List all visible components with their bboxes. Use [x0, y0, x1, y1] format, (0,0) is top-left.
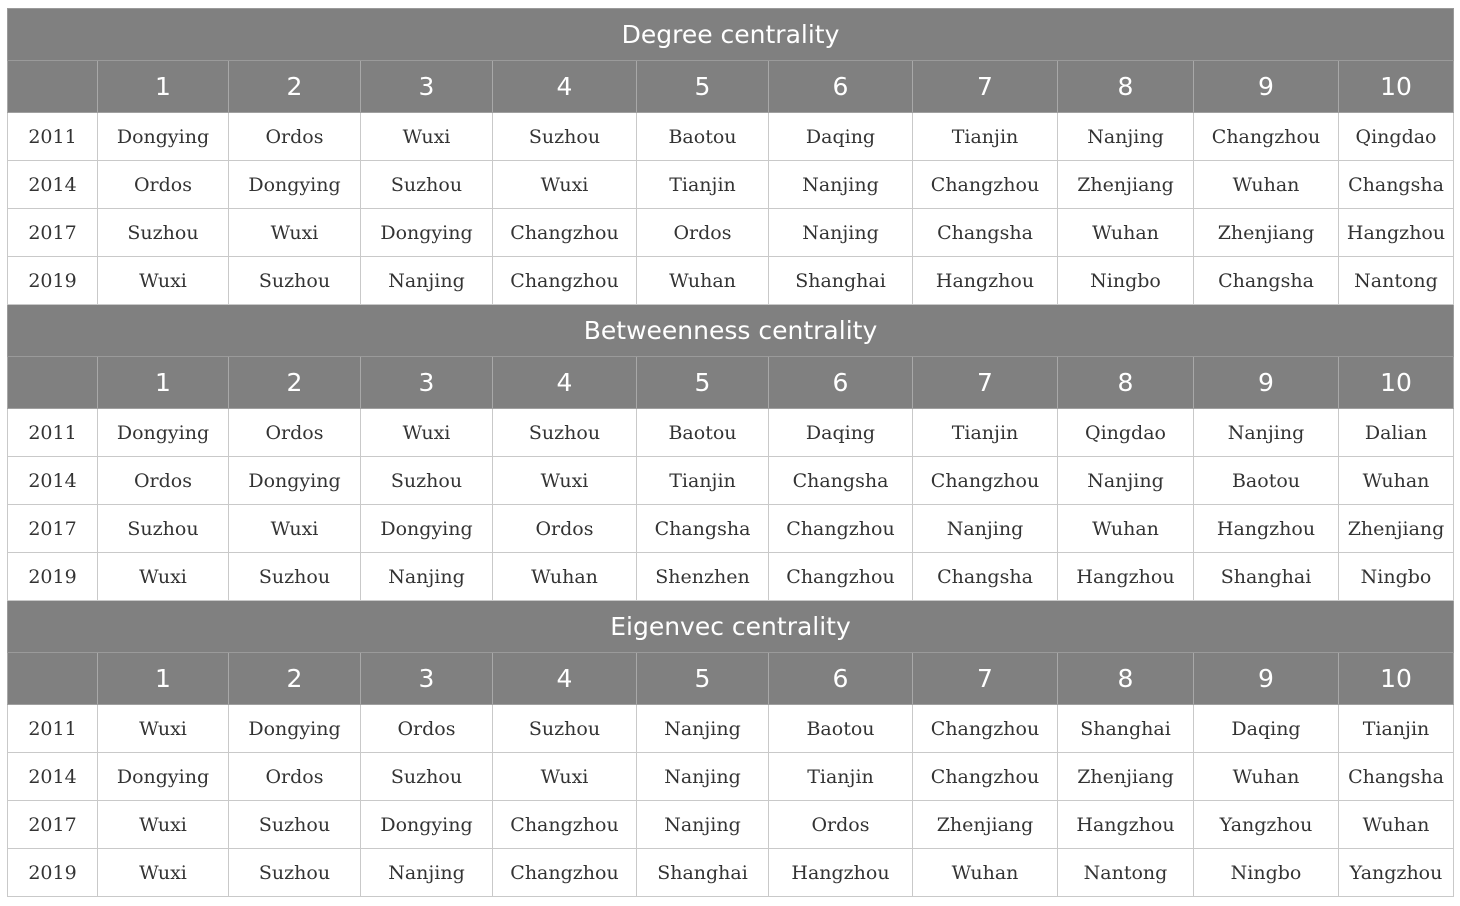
- city-cell: Yangzhou: [1339, 849, 1454, 897]
- rank-header-7: 7: [913, 357, 1058, 409]
- betweenness-centrality-title: Betweenness centrality: [8, 305, 1454, 357]
- city-cell: Wuhan: [913, 849, 1058, 897]
- year-cell: 2019: [8, 849, 98, 897]
- city-cell: Hangzhou: [1058, 553, 1194, 601]
- year-cell: 2011: [8, 409, 98, 457]
- rank-header-4: 4: [493, 653, 637, 705]
- city-cell: Dongying: [98, 753, 229, 801]
- city-cell: Wuxi: [493, 457, 637, 505]
- city-cell: Nanjing: [1058, 457, 1194, 505]
- city-cell: Baotou: [769, 705, 913, 753]
- rank-header-8: 8: [1058, 357, 1194, 409]
- city-cell: Zhenjiang: [1194, 209, 1339, 257]
- rank-header-9: 9: [1194, 357, 1339, 409]
- city-cell: Suzhou: [361, 457, 493, 505]
- city-cell: Dongying: [229, 705, 361, 753]
- city-cell: Suzhou: [229, 553, 361, 601]
- city-cell: Tianjin: [913, 409, 1058, 457]
- city-cell: Baotou: [1194, 457, 1339, 505]
- city-cell: Nanjing: [361, 849, 493, 897]
- city-cell: Suzhou: [229, 849, 361, 897]
- city-cell: Hangzhou: [769, 849, 913, 897]
- rank-header-7: 7: [913, 653, 1058, 705]
- city-cell: Dalian: [1339, 409, 1454, 457]
- city-cell: Hangzhou: [913, 257, 1058, 305]
- city-cell: Dongying: [229, 457, 361, 505]
- city-cell: Baotou: [637, 113, 769, 161]
- rank-header-corner: [8, 61, 98, 113]
- city-cell: Wuhan: [637, 257, 769, 305]
- city-cell: Shanghai: [1058, 705, 1194, 753]
- rank-header-3: 3: [361, 357, 493, 409]
- section-title-row: [8, 601, 1454, 653]
- city-cell: Tianjin: [913, 113, 1058, 161]
- city-cell: Tianjin: [637, 161, 769, 209]
- city-cell: Wuxi: [98, 849, 229, 897]
- rank-header-6: 6: [769, 357, 913, 409]
- city-cell: Suzhou: [361, 753, 493, 801]
- rank-header-2: 2: [229, 357, 361, 409]
- city-cell: Nanjing: [769, 209, 913, 257]
- city-cell: Suzhou: [98, 209, 229, 257]
- year-cell: 2019: [8, 553, 98, 601]
- city-cell: Changsha: [1339, 161, 1454, 209]
- rank-header-2: 2: [229, 61, 361, 113]
- city-cell: Changsha: [1339, 753, 1454, 801]
- rank-header-7: 7: [913, 61, 1058, 113]
- city-cell: Suzhou: [229, 801, 361, 849]
- city-cell: Nanjing: [913, 505, 1058, 553]
- city-cell: Nanjing: [361, 257, 493, 305]
- city-cell: Suzhou: [361, 161, 493, 209]
- eigenvec-centrality-title: Eigenvec centrality: [8, 601, 1454, 653]
- rank-header-9: 9: [1194, 61, 1339, 113]
- city-cell: Suzhou: [493, 113, 637, 161]
- city-cell: Dongying: [361, 505, 493, 553]
- city-cell: Ordos: [361, 705, 493, 753]
- table-row: [8, 457, 1454, 505]
- city-cell: Daqing: [1194, 705, 1339, 753]
- city-cell: Qingdao: [1058, 409, 1194, 457]
- table-row: [8, 753, 1454, 801]
- city-cell: Ordos: [637, 209, 769, 257]
- city-cell: Wuhan: [493, 553, 637, 601]
- year-cell: 2011: [8, 113, 98, 161]
- city-cell: Suzhou: [229, 257, 361, 305]
- city-cell: Wuxi: [229, 505, 361, 553]
- city-cell: Suzhou: [98, 505, 229, 553]
- rank-header-3: 3: [361, 61, 493, 113]
- city-cell: Yangzhou: [1194, 801, 1339, 849]
- table-row: [8, 553, 1454, 601]
- city-cell: Changzhou: [493, 209, 637, 257]
- city-cell: Changzhou: [493, 849, 637, 897]
- city-cell: Ordos: [98, 457, 229, 505]
- city-cell: Zhenjiang: [1058, 753, 1194, 801]
- rank-header-corner: [8, 653, 98, 705]
- city-cell: Changzhou: [913, 753, 1058, 801]
- year-cell: 2014: [8, 753, 98, 801]
- table-body: [8, 9, 1454, 897]
- centrality-ranking-table: [7, 8, 1454, 897]
- table-row: [8, 161, 1454, 209]
- city-cell: Changsha: [637, 505, 769, 553]
- city-cell: Ordos: [98, 161, 229, 209]
- year-cell: 2014: [8, 161, 98, 209]
- city-cell: Qingdao: [1339, 113, 1454, 161]
- rank-header-1: 1: [98, 653, 229, 705]
- section-title-row: [8, 305, 1454, 357]
- rank-header-row: [8, 61, 1454, 113]
- table-row: [8, 257, 1454, 305]
- rank-header-4: 4: [493, 357, 637, 409]
- rank-header-1: 1: [98, 357, 229, 409]
- degree-centrality-title: Degree centrality: [8, 9, 1454, 61]
- city-cell: Ningbo: [1339, 553, 1454, 601]
- table-row: [8, 849, 1454, 897]
- city-cell: Shenzhen: [637, 553, 769, 601]
- city-cell: Nantong: [1339, 257, 1454, 305]
- city-cell: Wuxi: [98, 801, 229, 849]
- city-cell: Nanjing: [769, 161, 913, 209]
- city-cell: Shanghai: [1194, 553, 1339, 601]
- city-cell: Wuxi: [98, 705, 229, 753]
- rank-header-8: 8: [1058, 653, 1194, 705]
- city-cell: Changzhou: [1194, 113, 1339, 161]
- city-cell: Zhenjiang: [1339, 505, 1454, 553]
- city-cell: Nanjing: [361, 553, 493, 601]
- city-cell: Tianjin: [1339, 705, 1454, 753]
- city-cell: Ningbo: [1194, 849, 1339, 897]
- city-cell: Changsha: [769, 457, 913, 505]
- city-cell: Wuhan: [1194, 161, 1339, 209]
- city-cell: Wuxi: [98, 257, 229, 305]
- city-cell: Nanjing: [637, 705, 769, 753]
- year-cell: 2017: [8, 505, 98, 553]
- city-cell: Ordos: [493, 505, 637, 553]
- table-row: [8, 705, 1454, 753]
- city-cell: Ordos: [229, 113, 361, 161]
- city-cell: Wuhan: [1339, 457, 1454, 505]
- city-cell: Changzhou: [913, 705, 1058, 753]
- table-row: [8, 209, 1454, 257]
- city-cell: Dongying: [98, 409, 229, 457]
- rank-header-2: 2: [229, 653, 361, 705]
- city-cell: Shanghai: [769, 257, 913, 305]
- city-cell: Nantong: [1058, 849, 1194, 897]
- city-cell: Ningbo: [1058, 257, 1194, 305]
- city-cell: Changzhou: [493, 257, 637, 305]
- city-cell: Changzhou: [769, 553, 913, 601]
- city-cell: Ordos: [229, 409, 361, 457]
- city-cell: Suzhou: [493, 409, 637, 457]
- city-cell: Changsha: [913, 553, 1058, 601]
- rank-header-6: 6: [769, 653, 913, 705]
- city-cell: Wuxi: [229, 209, 361, 257]
- rank-header-9: 9: [1194, 653, 1339, 705]
- city-cell: Nanjing: [637, 801, 769, 849]
- city-cell: Baotou: [637, 409, 769, 457]
- city-cell: Tianjin: [637, 457, 769, 505]
- city-cell: Hangzhou: [1194, 505, 1339, 553]
- table-row: [8, 409, 1454, 457]
- city-cell: Hangzhou: [1058, 801, 1194, 849]
- year-cell: 2019: [8, 257, 98, 305]
- city-cell: Daqing: [769, 113, 913, 161]
- city-cell: Dongying: [361, 801, 493, 849]
- city-cell: Zhenjiang: [913, 801, 1058, 849]
- table-row: [8, 801, 1454, 849]
- city-cell: Wuxi: [361, 409, 493, 457]
- centrality-table-container: [7, 8, 1454, 897]
- city-cell: Changsha: [913, 209, 1058, 257]
- city-cell: Dongying: [229, 161, 361, 209]
- city-cell: Wuxi: [493, 161, 637, 209]
- city-cell: Nanjing: [637, 753, 769, 801]
- rank-header-5: 5: [637, 653, 769, 705]
- city-cell: Changzhou: [913, 457, 1058, 505]
- table-row: [8, 113, 1454, 161]
- city-cell: Wuxi: [493, 753, 637, 801]
- rank-header-6: 6: [769, 61, 913, 113]
- city-cell: Dongying: [98, 113, 229, 161]
- year-cell: 2011: [8, 705, 98, 753]
- rank-header-row: [8, 653, 1454, 705]
- city-cell: Wuhan: [1339, 801, 1454, 849]
- table-row: [8, 505, 1454, 553]
- rank-header-5: 5: [637, 61, 769, 113]
- rank-header-8: 8: [1058, 61, 1194, 113]
- city-cell: Daqing: [769, 409, 913, 457]
- rank-header-4: 4: [493, 61, 637, 113]
- city-cell: Zhenjiang: [1058, 161, 1194, 209]
- city-cell: Nanjing: [1058, 113, 1194, 161]
- city-cell: Suzhou: [493, 705, 637, 753]
- rank-header-row: [8, 357, 1454, 409]
- rank-header-1: 1: [98, 61, 229, 113]
- city-cell: Wuxi: [361, 113, 493, 161]
- rank-header-10: 10: [1339, 357, 1454, 409]
- city-cell: Dongying: [361, 209, 493, 257]
- city-cell: Wuhan: [1058, 209, 1194, 257]
- city-cell: Nanjing: [1194, 409, 1339, 457]
- city-cell: Wuhan: [1058, 505, 1194, 553]
- rank-header-10: 10: [1339, 61, 1454, 113]
- city-cell: Ordos: [229, 753, 361, 801]
- city-cell: Changzhou: [769, 505, 913, 553]
- year-cell: 2017: [8, 209, 98, 257]
- rank-header-3: 3: [361, 653, 493, 705]
- year-cell: 2017: [8, 801, 98, 849]
- city-cell: Shanghai: [637, 849, 769, 897]
- city-cell: Changsha: [1194, 257, 1339, 305]
- city-cell: Wuhan: [1194, 753, 1339, 801]
- rank-header-10: 10: [1339, 653, 1454, 705]
- rank-header-corner: [8, 357, 98, 409]
- rank-header-5: 5: [637, 357, 769, 409]
- city-cell: Changzhou: [913, 161, 1058, 209]
- city-cell: Wuxi: [98, 553, 229, 601]
- city-cell: Tianjin: [769, 753, 913, 801]
- year-cell: 2014: [8, 457, 98, 505]
- city-cell: Changzhou: [493, 801, 637, 849]
- city-cell: Ordos: [769, 801, 913, 849]
- section-title-row: [8, 9, 1454, 61]
- city-cell: Hangzhou: [1339, 209, 1454, 257]
